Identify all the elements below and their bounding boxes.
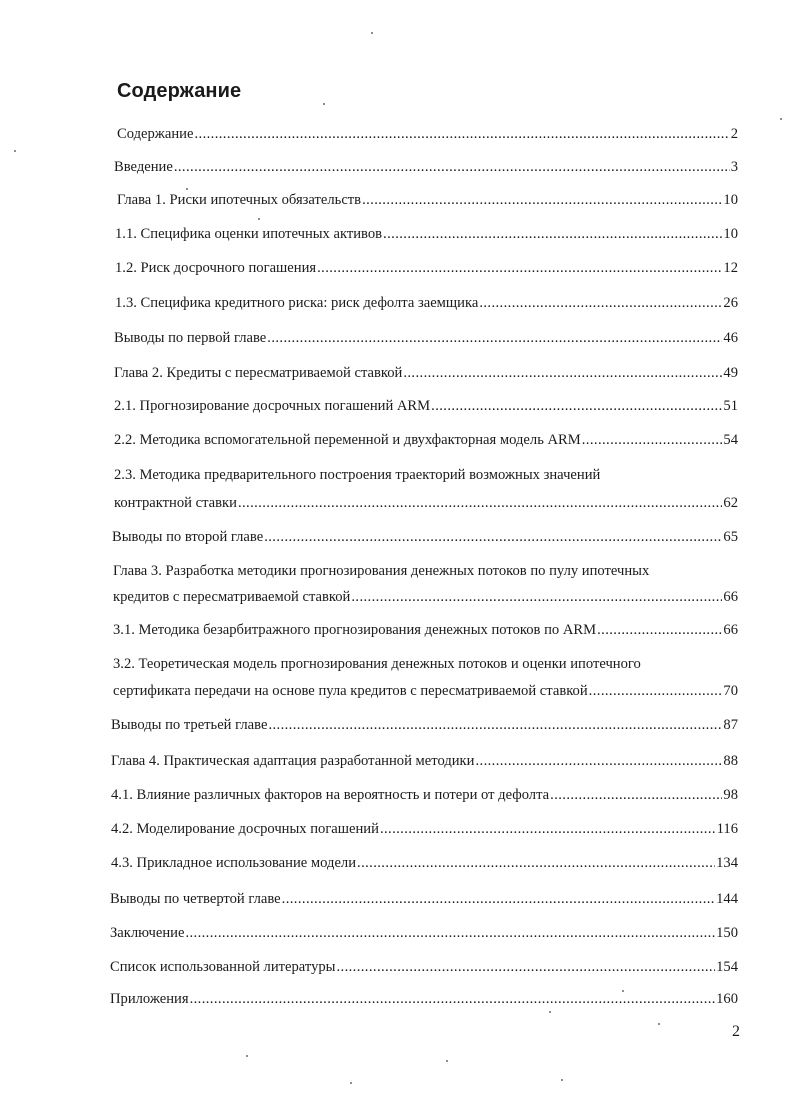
toc-page-number: 10 (723, 192, 738, 208)
toc-entry-title: 4.3. Прикладное использование модели (111, 855, 357, 871)
toc-entry-title: 3.1. Методика безарбитражного прогнозирования денежных потоков по ARM (113, 622, 597, 638)
toc-dot-leader (174, 158, 730, 176)
toc-dot-leader (380, 820, 716, 838)
toc-page-number: 150 (716, 925, 738, 941)
toc-page-number: 87 (723, 717, 738, 733)
toc-entry-first-line[interactable]: 3.2. Теоретическая модель прогнозирования денежных потоков и оценки ипотечного (113, 656, 641, 672)
toc-dot-leader (282, 890, 715, 908)
toc-entry[interactable] (111, 820, 738, 838)
toc-page-number: 88 (723, 753, 738, 769)
toc-page-number: 65 (723, 529, 738, 545)
toc-entry[interactable] (114, 431, 738, 449)
toc-entry[interactable] (114, 158, 738, 176)
toc-dot-leader (268, 716, 722, 734)
toc-entry-title: Список использованной литературы (110, 959, 336, 975)
scan-speck (780, 118, 782, 120)
toc-entry-title: кредитов с пересматриваемой ставкой (113, 589, 351, 605)
toc-dot-leader (357, 854, 715, 872)
toc-dot-leader (582, 431, 723, 449)
toc-entry[interactable] (110, 958, 738, 976)
toc-dot-leader (475, 752, 722, 770)
toc-page-number: 62 (723, 495, 738, 511)
toc-page-number: 2 (730, 126, 738, 142)
toc-entry[interactable] (111, 786, 738, 804)
scan-speck (350, 1082, 352, 1084)
toc-dot-leader (317, 259, 722, 277)
scan-speck (658, 1023, 660, 1025)
toc-entry-title: контрактной ставки (114, 495, 237, 511)
toc-entry[interactable] (111, 854, 738, 872)
scan-speck (371, 32, 373, 34)
page-title: Содержание (117, 80, 242, 102)
toc-entry-title: 2.1. Прогнозирование досрочных погашений ARM (114, 398, 431, 414)
scan-speck (258, 218, 260, 220)
toc-dot-leader (403, 364, 722, 382)
toc-page-number: 154 (716, 959, 738, 975)
toc-entry-title: Глава 1. Риски ипотечных обязательств (117, 192, 362, 208)
toc-entry[interactable] (114, 494, 738, 512)
toc-page-number: 144 (716, 891, 738, 907)
scan-speck (14, 150, 16, 152)
toc-page-number: 49 (723, 365, 738, 381)
toc-page-number: 116 (716, 821, 738, 837)
toc-dot-leader (185, 924, 715, 942)
toc-dot-leader (589, 682, 723, 700)
toc-dot-leader (479, 294, 722, 312)
toc-entry[interactable] (113, 588, 738, 606)
toc-entry[interactable] (114, 329, 738, 347)
toc-entry[interactable] (115, 259, 738, 277)
toc-dot-leader (336, 958, 715, 976)
toc-entry-title: Выводы по третьей главе (111, 717, 268, 733)
scan-speck (549, 1011, 551, 1013)
toc-entry-title: 4.1. Влияние различных факторов на вероятность и потери от дефолта (111, 787, 550, 803)
toc-dot-leader (383, 225, 722, 243)
toc-entry-title: Выводы по четвертой главе (110, 891, 281, 907)
toc-page-number: 10 (723, 226, 738, 242)
page-number: 2 (732, 1023, 740, 1040)
toc-entry-title: 1.3. Специфика кредитного риска: риск дефолта заемщика (115, 295, 479, 311)
toc-entry-title: сертификата передачи на основе пула кредитов с пересматриваемой ставкой (113, 683, 588, 699)
toc-page-number: 66 (723, 622, 738, 638)
toc-dot-leader (190, 990, 716, 1008)
toc-entry-title: Глава 2. Кредиты с пересматриваемой ставкой (114, 365, 403, 381)
toc-entry-first-line[interactable]: Глава 3. Разработка методики прогнозирования денежных потоков по пулу ипотечных (113, 563, 650, 579)
toc-entry-title: 1.2. Риск досрочного погашения (115, 260, 317, 276)
toc-page-number: 98 (723, 787, 738, 803)
toc-page-number: 54 (723, 432, 738, 448)
toc-entry[interactable] (115, 294, 738, 312)
toc-dot-leader (597, 621, 722, 639)
scan-speck (186, 188, 188, 190)
toc-dot-leader (264, 528, 722, 546)
toc-dot-leader (550, 786, 722, 804)
toc-entry[interactable] (114, 364, 738, 382)
toc-dot-leader (362, 191, 722, 209)
toc-entry[interactable] (110, 990, 738, 1008)
toc-page-number: 3 (730, 159, 738, 175)
toc-page-number: 26 (723, 295, 738, 311)
scan-speck (246, 1055, 248, 1057)
scan-speck (561, 1079, 563, 1081)
toc-page-number: 160 (716, 991, 738, 1007)
toc-page-number: 70 (723, 683, 738, 699)
toc-dot-leader (194, 125, 729, 143)
toc-entry-title: 1.1. Специфика оценки ипотечных активов (115, 226, 383, 242)
toc-entry[interactable] (113, 682, 738, 700)
toc-entry[interactable] (110, 890, 738, 908)
toc-entry-title: Глава 4. Практическая адаптация разработанной методики (111, 753, 475, 769)
toc-entry[interactable] (111, 716, 738, 734)
toc-entry[interactable] (113, 621, 738, 639)
scan-speck (323, 103, 325, 105)
toc-entry[interactable] (112, 528, 738, 546)
toc-entry[interactable] (114, 397, 738, 415)
toc-dot-leader (267, 329, 722, 347)
toc-entry-title: 4.2. Моделирование досрочных погашений (111, 821, 379, 837)
toc-page-number: 46 (723, 330, 738, 346)
toc-entry[interactable] (111, 752, 738, 770)
toc-entry-title: Введение (114, 159, 173, 175)
toc-dot-leader (238, 494, 722, 512)
scan-speck (446, 1060, 448, 1062)
toc-page-number: 51 (723, 398, 738, 414)
toc-entry[interactable] (117, 191, 738, 209)
toc-entry-title: Выводы по второй главе (112, 529, 264, 545)
toc-page-number: 66 (723, 589, 738, 605)
toc-dot-leader (431, 397, 722, 415)
toc-entry-title: Приложения (110, 991, 189, 1007)
toc-entry-title: Содержание (117, 126, 194, 142)
toc-entry[interactable] (117, 125, 738, 143)
toc-entry-first-line[interactable]: 2.3. Методика предварительного построения траекторий возможных значений (114, 467, 601, 483)
toc-entry[interactable] (110, 924, 738, 942)
toc-entry-title: Заключение (110, 925, 185, 941)
toc-entry-title: 2.2. Методика вспомогательной переменной и двухфакторная модель ARM (114, 432, 581, 448)
scan-speck (622, 990, 624, 992)
toc-dot-leader (351, 588, 722, 606)
toc-page-number: 134 (716, 855, 738, 871)
toc-entry-title: Выводы по первой главе (114, 330, 267, 346)
toc-page-number: 12 (723, 260, 738, 276)
toc-entry[interactable] (115, 225, 738, 243)
